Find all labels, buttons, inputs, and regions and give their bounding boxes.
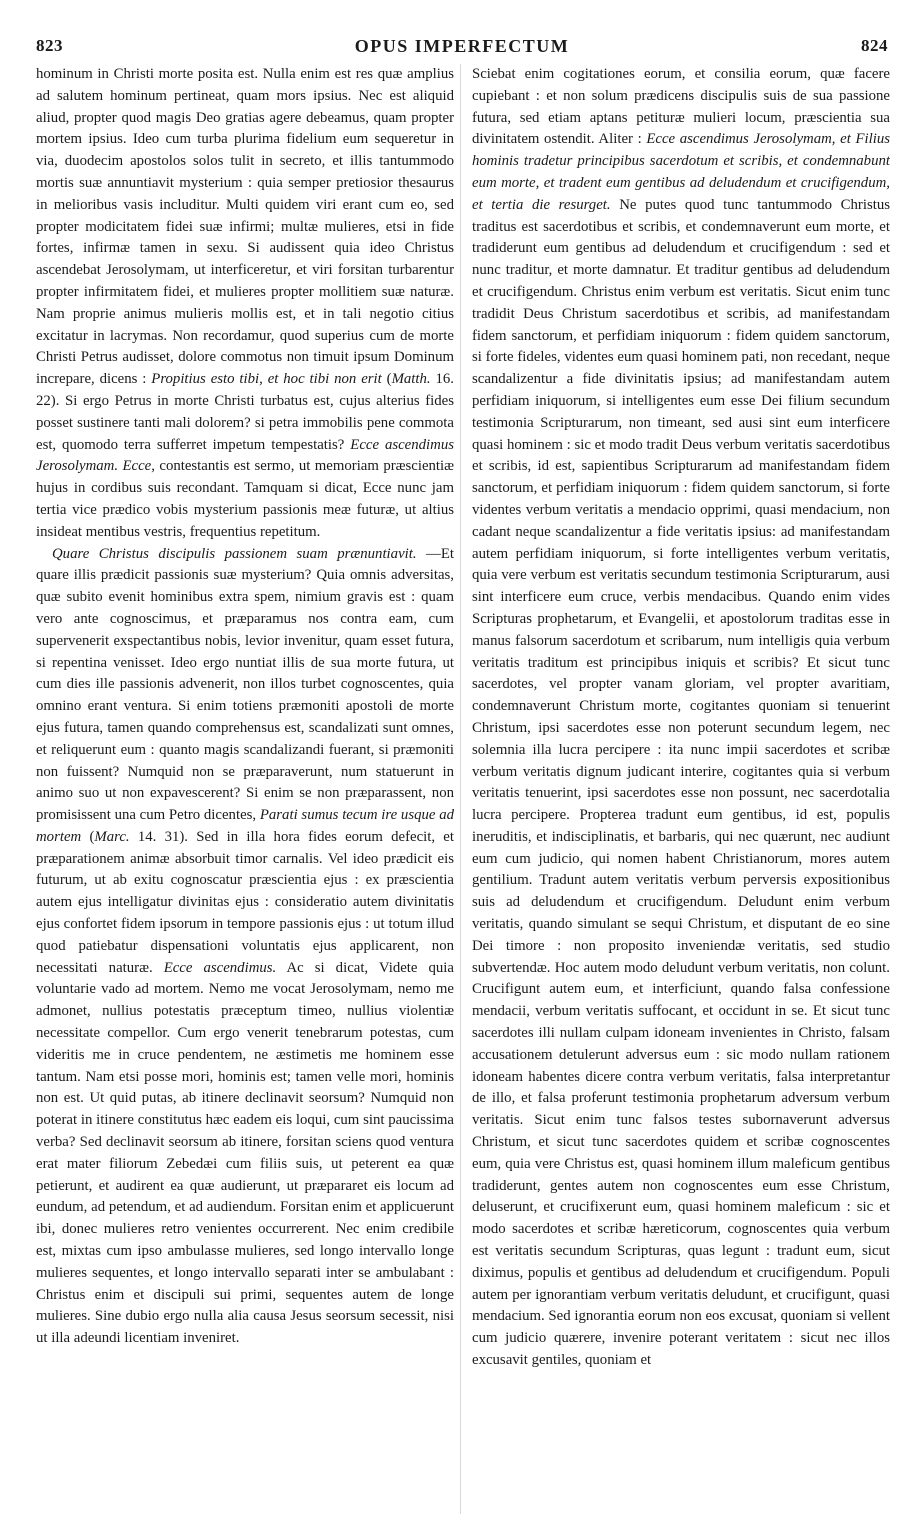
column-divider	[460, 64, 461, 1514]
reference-italic: Matth.	[391, 371, 431, 388]
page-header	[36, 36, 888, 60]
text-run: hominum in Christi morte posita est. Nulla enim est res quæ amplius ad salutem hominum pertineat, quam mors ipsius. Nec est aliquid aliud, propter quod magis Deo gratias agere debeamus, quam propter mortem ipsius. Ideo cum turba plurima fidelium eum sequeretur in via, duodecim apostolos solos tulit in secreto, et illis tantummodo mortis suæ annuntiavit mysterium : quia semper pretiosior thesaurus in melioribus vasis includitur. Multi quidem viri erant cum eo, sed propter modicitatem fidei suæ infirmi; multæ mulieres, etsi in fide fortes, infirmæ tamen in sexu. Si audissent quia ideo Christus ascendebat Jerosolymam, ut interficeretur, et viri forsitan turbarentur propter infirmitatem fidei, et mulieres propter mollitiem suæ naturæ. Nam proprie animus mulieris mollis est, et in tali negotio citius excitatur in lacrymas. Non recordamur, quod superius cum de morte Christi Petrus audisset, dolore commotus non timuit ipsum Dominum increpare, dicens :	[36, 66, 454, 388]
text-run: Sciebat enim cogitationes eorum, et consilia eorum, quæ facere cupiebant : et non solum prædicens discipulis suis de sua passione futura, sed etiam aptans petituræ mulieri locum, præscientia sua divinitatem ostendit. Aliter :	[472, 66, 890, 148]
text-run: Ne putes quod tunc tantummodo Christus traditus est sacerdotibus et scribis, et condemnaverunt eum morte, et tradiderunt eum gentibus ad deludendum et crucifigendum : sed et nunc traditur, et morte damnatur. Et traditur gentibus ad deludendum et crucifigendum. Christus enim verbum est veritatis. Sicut enim tunc tradidit Deus Christum sacerdotibus et scribis, ad manifestandam fidem sanctorum, et perfidiam iniquorum : fidem quidem sanctorum, si forte fideles, videntes eum quasi hominem pati, non recedant, neque scandalizentur a fide divinitatis ipsius; ad manifestandam autem perfidiam iniquorum, si intelligentes eum esse Dei filium secundum testimonia Scripturarum, non timeant, sed ausi sint eum interficere quasi hominem : sic et modo tradit Deus verbum veritatis sacerdotibus et scribis, id est, sapientibus Scripturarum ad manifestandam fidem sanctorum, et perfidiam iniquorum : fidem quidem sanctorum, si forte videntes verbum veritatis a mendacio opprimi, quasi mendacium, non cadant neque scandalizentur a fide veritatis ipsius: ad manifestandam autem perfidiam iniquorum, si forte intelligentes verbum veritatis, quia vere verbum est veritatis secundum testimonia Scripturarum, ausi sint interficere eum cruce, verbis mendacibus. Quando enim vides Scripturas prophetarum, et Evangelii, et apostolorum traditas esse in manus falsorum sacerdotum et scribarum, num intelligis quia verbum veritatis traditum est principibus iniquis et scribis? Et sicut tunc sacerdotes, vel propter vanam gloriam, vel propter avaritiam, condemnaverunt Christum morte, cogitantes quoniam si tenuerint Christum, ipsi sacerdotes esse non poterunt secundum legem, nec solemnia illa lucra percipere : ita nunc impii sacerdotes et scribæ verbum veritatis dignum judicant interire, cogitantes quia si verbum veritatis tenuerint, ipsi sacerdotes esse non possunt, nec sacerdotalia lucra percipere. Propterea tradunt eum gentibus, id est, populis ineruditis, et indisciplinatis, et barbaris, qui nec quærunt, nec audiunt eum cum judicio, qui nomen habent Christianorum, mores autem gentilium. Tradunt autem veritatis verbum perversis expositionibus suis ad deludendum et crucifigendum. Deludunt enim verbum veritatis, quando simulant se sequi Christum, et disputant de eo sine Dei timore : non proposito inveniendæ veritatis, sed studio subvertendæ. Hoc autem modo deludunt verbum veritatis, non colunt. Crucifigunt autem eum, et interficiunt, quando falsa confessione mendacii, verbum veritatis suffocant, et occidunt in se. Et sicut tunc sacerdotes illi nullam culpam idoneam invenientes in Christo, falsam accusationem detulerunt adversus eum : sic modo nullam rationem idoneam habentes dicere contra verbum veritatis, falsa interpretantur de illo, et falsa proferunt testimonia prophetarum adversum verbum veritatis. Sicut enim tunc falsos testes subornaverunt adversus Christum, et sicut tunc sacerdotes quidem et scribæ cognoscentes eum, quia vere Christus est, quasi hominem illum maleficum gentibus tradiderunt, gentes autem non cognoscentes eum esse Christum, deluserunt, et crucifixerunt eum, quasi hominem maleficum : sic et modo sacerdotes et scribæ hæreticorum, cognoscentes quia verbum est veritatis secundum Scripturas, quas legunt : tradunt eum, sicut diximus, populis et gentibus ad deludendum et crucifigendum. Populi autem per ignorantiam verbum veritatis deludunt, et crucifigunt, quasi mendacium. Sed ignorantia eorum non eos excusat, quoniam si vellent cum judicio quærere, invenire poterant veritatem : sicut nec illos excusavit gentiles, quoniam et	[472, 196, 890, 1369]
citation-italic: Parati sumus tecum ire usque ad mortem	[36, 807, 454, 845]
text-run: contestantis est sermo, ut memoriam præscientiæ hujus in cordibus suis recondant. Tamquam si dicat, Ecce nunc jam tertia vice prædico vobis mysterium passionis meæ futuræ, ut altius insideat mentibus vestris, frequentius repetitum.	[36, 458, 454, 540]
text-run: 14. 31). Sed in illa hora fides eorum defecit, et præparationem animæ absorbuit timor carnalis. Vel ideo prædicit eis futurum, ut ab exitu cognoscatur præscientia ejus : ex præscientia autem ejus intelligatur divinitas ejus : consideratio autem divinitatis ejus confortet fidem ipsorum in tempore passionis ejus : ut totum illud quod patiebatur dispensationi voluntatis ejus applicarent, non necessitati naturæ.	[36, 828, 454, 976]
left-column	[36, 64, 454, 1514]
running-title: OPUS IMPERFECTUM	[354, 36, 570, 56]
text-run: Ac si dicat, Videte quia voluntarie vado ad mortem. Nemo me vocat Jerosolymam, nemo me admonet, nullius potestatis præceptum timeo, nullius violentiæ necessitate compellor. Cum ergo venerit tenebrarum potestas, cum videritis me in cruce pendentem, ne æstimetis me hominem esse tantum. Nam etsi posse mori, hominis est; tamen velle mori, hominis non est. Ut quid putas, ab itinere declinavit seorsum? Numquid non poterat in itinere constitutus hæc eadem eis loqui, cum sint paucissima verba? Sed declinavit seorsum ab itinere, forsitan sciens quod ventura erat mater filiorum Zebedæi cum filiis suis, ut peterent ea quæ petierunt, et audirent ea quæ audierunt, ut præpararet eis locum ad eundum, ad petendum, et ad audiendum. Forsitan enim et applicuerunt ibi, donec mulieres retro venientes occurrerent. Nec enim credibile est, mixtas cum ipso ambulasse mulieres, sed longo intervallo longe mulieres sequentes, et longo intervallo separati inter se ambulabant : Christus enim et discipuli sui primi, sequentes autem de longe mulieres. Sine dubio ergo nulla alia causa Jesus seorsum secessit, nisi ut illa adeundi licentiam inveniret.	[36, 959, 454, 1347]
text-run: —Et quare illis prædicit passionis suæ mysterium? Quia omnis adversitas, quæ subito evenit hominibus extra spem, nimium gravis est : quam vero ante cognoscimus, et præparamus nos contra eam, cum supervenerit exspectantibus nobis, levior invenitur, quam esset futura, si repentina venisset. Ideo ergo nuntiat illis de sua morte futura, ut cum dies ille passionis advenerit, non illos turbet cognoscentes, quia omnino erant ventura. Si enim totiens præmoniti apostoli de morte ejus futura, tamen quando comprehensus est, scandalizati sunt omnes, et reliquerunt eum : quanto magis scandalizandi fuerant, si præmoniti non fuissent? Numquid non se præparaverunt, num statuerunt in animo suo ut non expavescerent? Si enim se non præparassent, non promisissent una cum Petro dicentes,	[36, 545, 454, 824]
right-column	[472, 64, 890, 1514]
page-number-left: 823	[36, 36, 63, 55]
section-heading-italic: Quare Christus discipulis passionem suam prænuntiavit.	[52, 545, 417, 562]
text-run: (	[81, 828, 95, 845]
left-paragraph-1	[36, 64, 454, 544]
right-paragraph-1	[472, 64, 890, 1372]
text-run: 16. 22). Si ergo Petrus in morte Christi turbatus est, cujus alterius fides posset sustinere tanti mali dolorem? si petra immobilis pene commota est, quomodo terra sufferret impetum tempestatis?	[36, 371, 454, 453]
citation-italic: Ecce ascendimus Jerosolymam, et Filius hominis tradetur principibus sacerdotum et scribis, et condemnabunt eum morte, et tradent eum gentibus ad deludendum et crucifigendum, et tertia die resurget.	[472, 131, 890, 213]
citation-italic: Propitius esto tibi, et hoc tibi non erit	[151, 371, 382, 388]
citation-italic: Ecce ascendimus Jerosolymam. Ecce,	[36, 436, 454, 475]
citation-italic: Ecce ascendimus.	[163, 959, 277, 976]
page-number-right: 824	[861, 36, 888, 55]
reference-italic: Marc.	[94, 828, 130, 845]
left-paragraph-2	[36, 544, 454, 1350]
text-run: (	[381, 371, 392, 388]
